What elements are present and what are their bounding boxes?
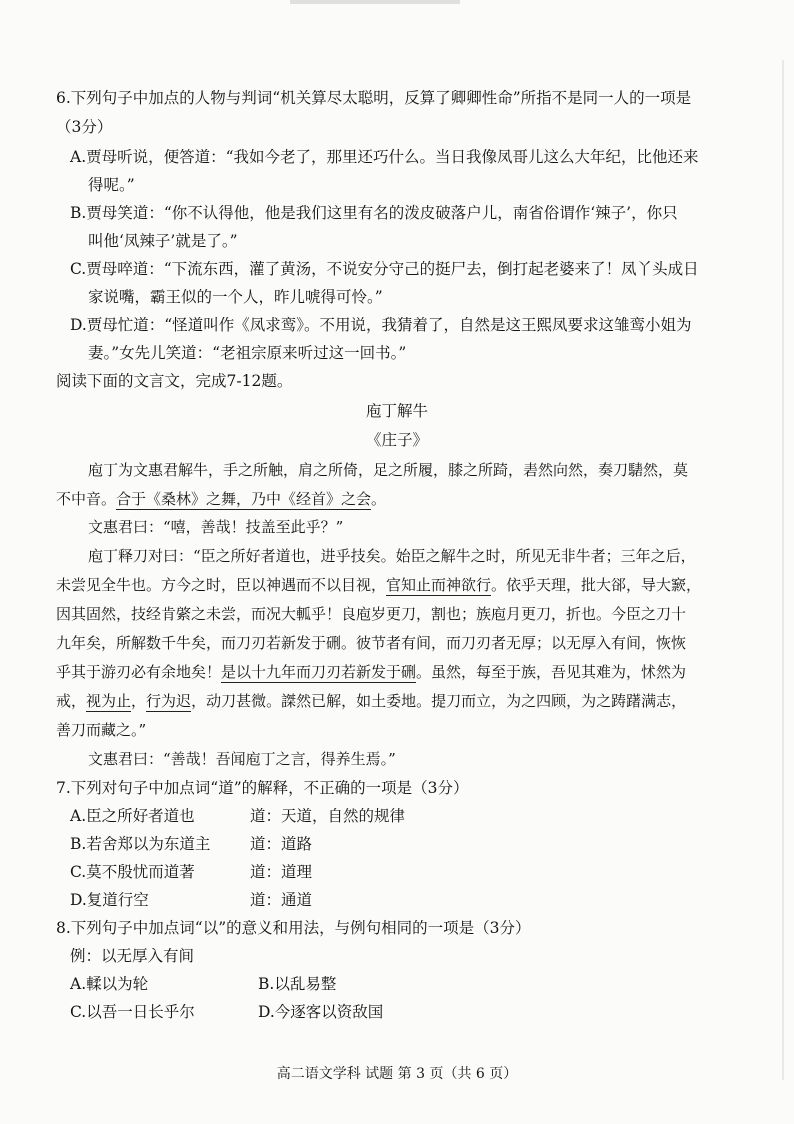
q7-option-d-explanation: 道：通道: [250, 891, 313, 909]
q6-stem-line2: （3分）: [56, 118, 113, 136]
passage-p1-line2: [56, 489, 386, 509]
q8-option-d: D.今逐客以资敌国: [258, 1003, 384, 1021]
q6-option-b-line1: B.贾母笑道：“你不认得他，他是我们这里有名的泼皮破落户儿，南省俗谓作‘辣子’，你只: [70, 204, 678, 222]
passage-p3-line2: [56, 575, 701, 595]
q6-option-c-line2: 家说嘴，霸王似的一个人，昨儿唬得可怜。”: [88, 288, 383, 306]
text-segment: ，: [131, 692, 147, 710]
text-segment: ，动刀甚微。謋然已解，如土委地。提刀而立，为之四顾，为之踌躇满志，: [191, 692, 687, 710]
scan-mark: [290, 0, 460, 4]
q8-option-a: A.輮以为轮: [70, 975, 149, 993]
text-segment: 。虽然，每至于族，吾见其难为，怵然为: [416, 663, 687, 681]
passage-p3-line5: [56, 662, 686, 682]
q7-option-a: A.臣之所好者道也: [70, 807, 195, 825]
passage-p3-line6: [56, 691, 686, 711]
q7-option-b-explanation: 道：道路: [250, 835, 313, 853]
passage-p3-line4: 九年矣，所解数千牛矣，而刀刃若新发于硎。彼节者有间，而刀刃者无厚；以无厚入有间，恢恢: [56, 634, 687, 652]
q6-option-b-line2: 叫他‘凤辣子’就是了。”: [88, 232, 238, 250]
q7-stem: 7.下列对句子中加点词“道”的解释，不正确的一项是（3分）: [56, 779, 469, 797]
underlined-sentence-3: 是以十九年而刀刃若新发于硎: [221, 663, 417, 681]
underlined-sentence-1: 合于《桑林》之舞，乃中《经首》之会: [116, 490, 372, 508]
q8-option-c: C.以吾一日长乎尔: [70, 1003, 195, 1021]
q6-option-c-line1: C.贾母啐道：“下流东西，灌了黄汤，不说安分守己的挺尸去，倒打起老婆来了！凤丫头成日: [70, 260, 699, 278]
passage-p4: 文惠君曰：“善哉！吾闻庖丁之言，得养生焉。”: [88, 750, 396, 768]
q6-option-d-line1: D.贾母忙道：“怪道叫作《凤求鸾》。不用说，我猜着了，自然是这王熙凤要求这雏鸾小姐为: [70, 316, 692, 334]
q6-option-a-line2: 得呢。”: [88, 176, 135, 194]
page-footer: 高二语文学科 试题 第 3 页（共 6 页）: [276, 1066, 518, 1082]
q7-option-c: C.莫不殷忧而道著: [70, 863, 195, 881]
text-segment: 未尝见全牛也。方今之时，臣以神遇而不以目视，: [56, 576, 387, 594]
passage-author: 《庄子》: [365, 431, 428, 449]
text-segment: 不中音。: [56, 490, 117, 508]
q7-option-b: B.若舍郑以为东道主: [70, 835, 211, 853]
q7-option-a-explanation: 道：天道，自然的规律: [250, 807, 406, 825]
passage-p3-line7: 善刀而藏之。”: [56, 721, 147, 739]
q7-option-c-explanation: 道：道理: [250, 863, 313, 881]
text-segment: 戒，: [56, 692, 87, 710]
q6-stem-line1: 6.下列句子中加点的人物与判词“机关算尽太聪明，反算了卿卿性命”所指不是同一人的一项是: [56, 89, 692, 107]
q8-option-b: B.以乱易整: [258, 975, 337, 993]
passage-title: 庖丁解牛: [365, 402, 428, 420]
underlined-sentence-2: 官知止而神欲行: [386, 576, 492, 594]
underlined-phrase-4: 视为止: [86, 692, 132, 710]
text-segment: 。: [371, 490, 387, 508]
passage-p3-line1: 庖丁释刀对曰：“臣之所好者道也，进乎技矣。始臣之解牛之时，所见无非牛者；三年之后，: [88, 547, 696, 565]
passage-p1-line1: 庖丁为文惠君解牛，手之所触，肩之所倚，足之所履，膝之所踦，砉然向然，奏刀騞然，莫: [88, 461, 689, 479]
reading-intro: 阅读下面的文言文，完成7-12题。: [56, 372, 293, 390]
q6-option-a-line1: A.贾母听说，便答道：“我如今老了，那里还巧什么。当日我像凤哥儿这么大年纪，比他还来: [70, 148, 699, 166]
scan-edge: [782, 60, 784, 1080]
text-segment: 。依乎天理，批大郤，导大窾，: [491, 576, 702, 594]
passage-p2: 文惠君曰：“嘻，善哉！技盖至此乎？”: [88, 518, 344, 536]
passage-p3-line3: 因其固然，技经肯綮之未尝，而况大軱乎！良庖岁更刀，割也；族庖月更刀，折也。今臣之刀十: [56, 605, 687, 623]
underlined-phrase-5: 行为迟: [146, 692, 192, 710]
q8-stem: 8.下列句子中加点词“以”的意义和用法，与例句相同的一项是（3分）: [56, 919, 531, 937]
text-segment: 乎其于游刃必有余地矣！: [56, 663, 222, 681]
q7-option-d: D.复道行空: [70, 891, 149, 909]
q8-example: 例：以无厚入有间: [70, 947, 195, 965]
q6-option-d-line2: 妻。”女先儿笑道：“老祖宗原来听过这一回书。”: [88, 344, 407, 362]
